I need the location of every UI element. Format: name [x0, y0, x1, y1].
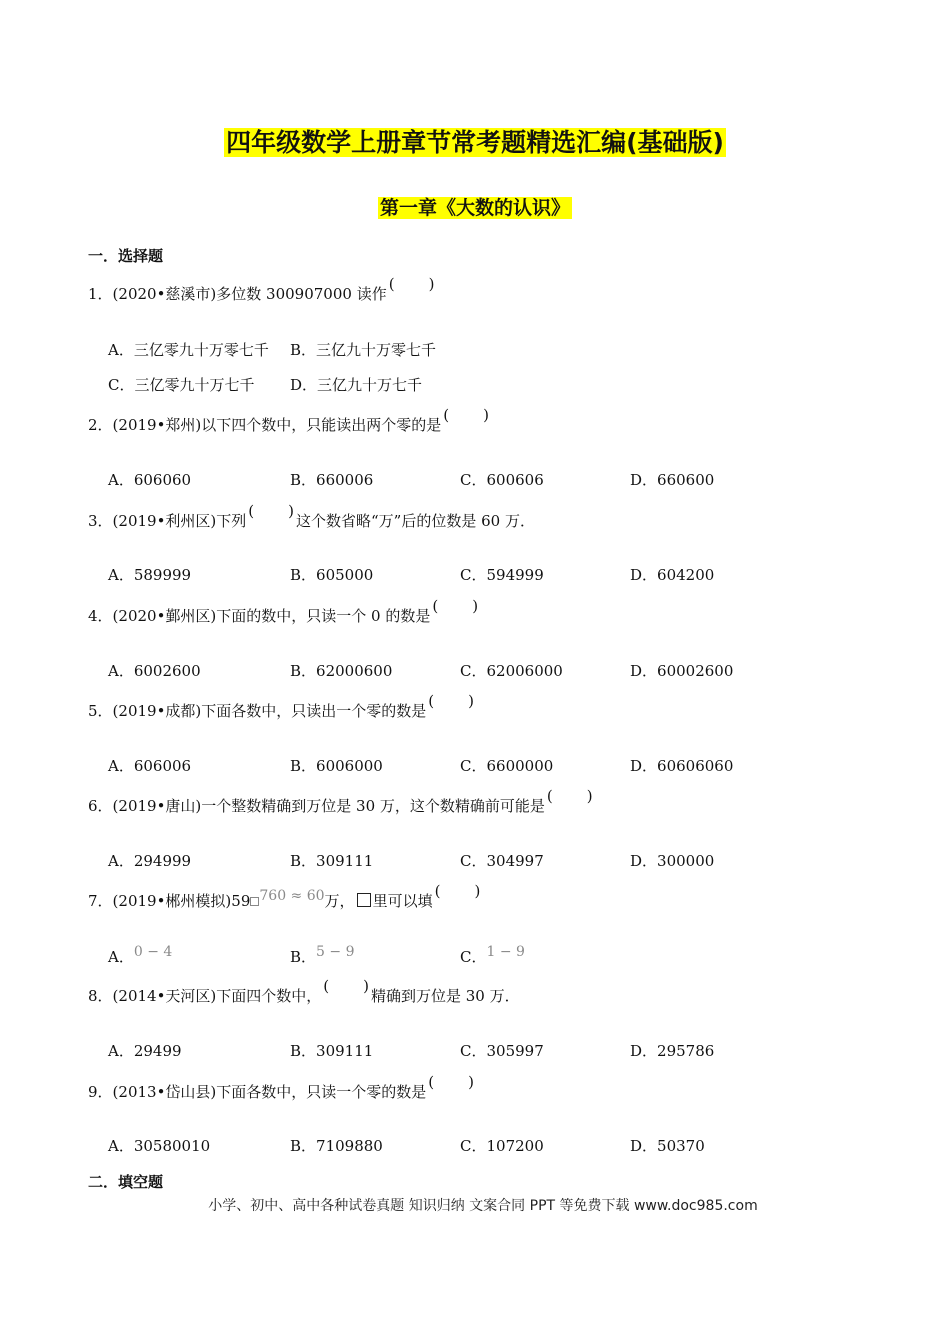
question-9: 9．(2013•岱山县)下面各数中，只读一个零的数是( )	[88, 1073, 474, 1101]
question-5: 5．(2019•成都)下面各数中，只读出一个零的数是( )	[88, 692, 474, 720]
option-b: B．309111	[290, 852, 374, 870]
option-a: A．606060	[108, 471, 192, 489]
answer-blank: ( )	[248, 502, 294, 520]
option-c: C．三亿零九十万七千	[108, 376, 255, 394]
document-title: 四年级数学上册章节常考题精选汇编(基础版)	[226, 128, 724, 157]
option-a: A．606006	[108, 757, 192, 775]
option-c: C．6600000	[460, 757, 554, 775]
answer-blank: ( )	[432, 597, 479, 615]
option-d: D．295786	[630, 1042, 715, 1060]
option-b: B．6006000	[290, 757, 383, 775]
section-heading-choice: 一．选择题	[88, 247, 164, 265]
answer-blank: ( )	[434, 882, 481, 900]
answer-blank: ( )	[388, 275, 435, 293]
option-c: C．600606	[460, 471, 544, 489]
option-a: A．29499	[108, 1042, 182, 1060]
question-6: 6．(2019•唐山)一个整数精确到万位是 30 万，这个数精确前可能是( )	[88, 787, 593, 815]
option-c: C．62006000	[460, 662, 563, 680]
option-d: D．60606060	[630, 757, 734, 775]
option-b: B．5 − 9	[290, 944, 355, 966]
option-b: B．605000	[290, 566, 374, 584]
option-d: D．三亿九十万七千	[290, 376, 423, 394]
option-c: C．1 − 9	[460, 944, 525, 966]
question-3: 3．(2019•利州区)下列( )这个数省略“万”后的位数是 60 万．	[88, 502, 535, 530]
option-b: B．660006	[290, 471, 374, 489]
option-c: C．304997	[460, 852, 544, 870]
option-a: A．三亿零九十万零七千	[108, 341, 269, 359]
question-7: 7．(2019•郴州模拟)59 760 ≈ 60万， 里可以填( )	[88, 882, 481, 910]
question-1: 1．(2020•慈溪市)多位数 300907000 读作( )	[88, 275, 435, 303]
answer-blank: ( )	[546, 787, 593, 805]
answer-blank: ( )	[428, 1073, 474, 1091]
option-d: D．300000	[630, 852, 715, 870]
option-d: D．50370	[630, 1137, 705, 1155]
option-c: C．594999	[460, 566, 544, 584]
option-c: C．305997	[460, 1042, 544, 1060]
option-b: B．7109880	[290, 1137, 383, 1155]
option-d: D．60002600	[630, 662, 734, 680]
approx-formula: 760 ≈ 60	[259, 888, 325, 904]
option-a: A．0 − 4	[108, 944, 173, 966]
box-placeholder	[357, 893, 371, 907]
option-b: B．309111	[290, 1042, 374, 1060]
option-b: B．62000600	[290, 662, 393, 680]
question-2: 2．(2019•郑州)以下四个数中，只能读出两个零的是( )	[88, 406, 489, 434]
answer-blank: ( )	[428, 692, 474, 710]
option-b: B．三亿九十万零七千	[290, 341, 437, 359]
footer-banner: 小学、初中、高中各种试卷真题 知识归纳 文案合同 PPT 等免费下载 www.doc985.com	[208, 1198, 758, 1214]
question-8: 8．(2014•天河区)下面四个数中，( )精确到万位是 30 万．	[88, 977, 520, 1005]
section-heading-fill: 二．填空题	[88, 1173, 164, 1191]
option-a: A．6002600	[108, 662, 201, 680]
option-a: A．589999	[108, 566, 192, 584]
answer-blank: ( )	[443, 406, 489, 424]
chapter-heading: 第一章《大数的认识》	[379, 197, 570, 219]
option-d: D．604200	[630, 566, 715, 584]
option-a: A．30580010	[108, 1137, 211, 1155]
question-4: 4．(2020•鄞州区)下面的数中，只读一个 0 的数是( )	[88, 597, 479, 625]
option-a: A．294999	[108, 852, 192, 870]
option-d: D．660600	[630, 471, 715, 489]
option-c: C．107200	[460, 1137, 544, 1155]
answer-blank: ( )	[323, 977, 369, 995]
